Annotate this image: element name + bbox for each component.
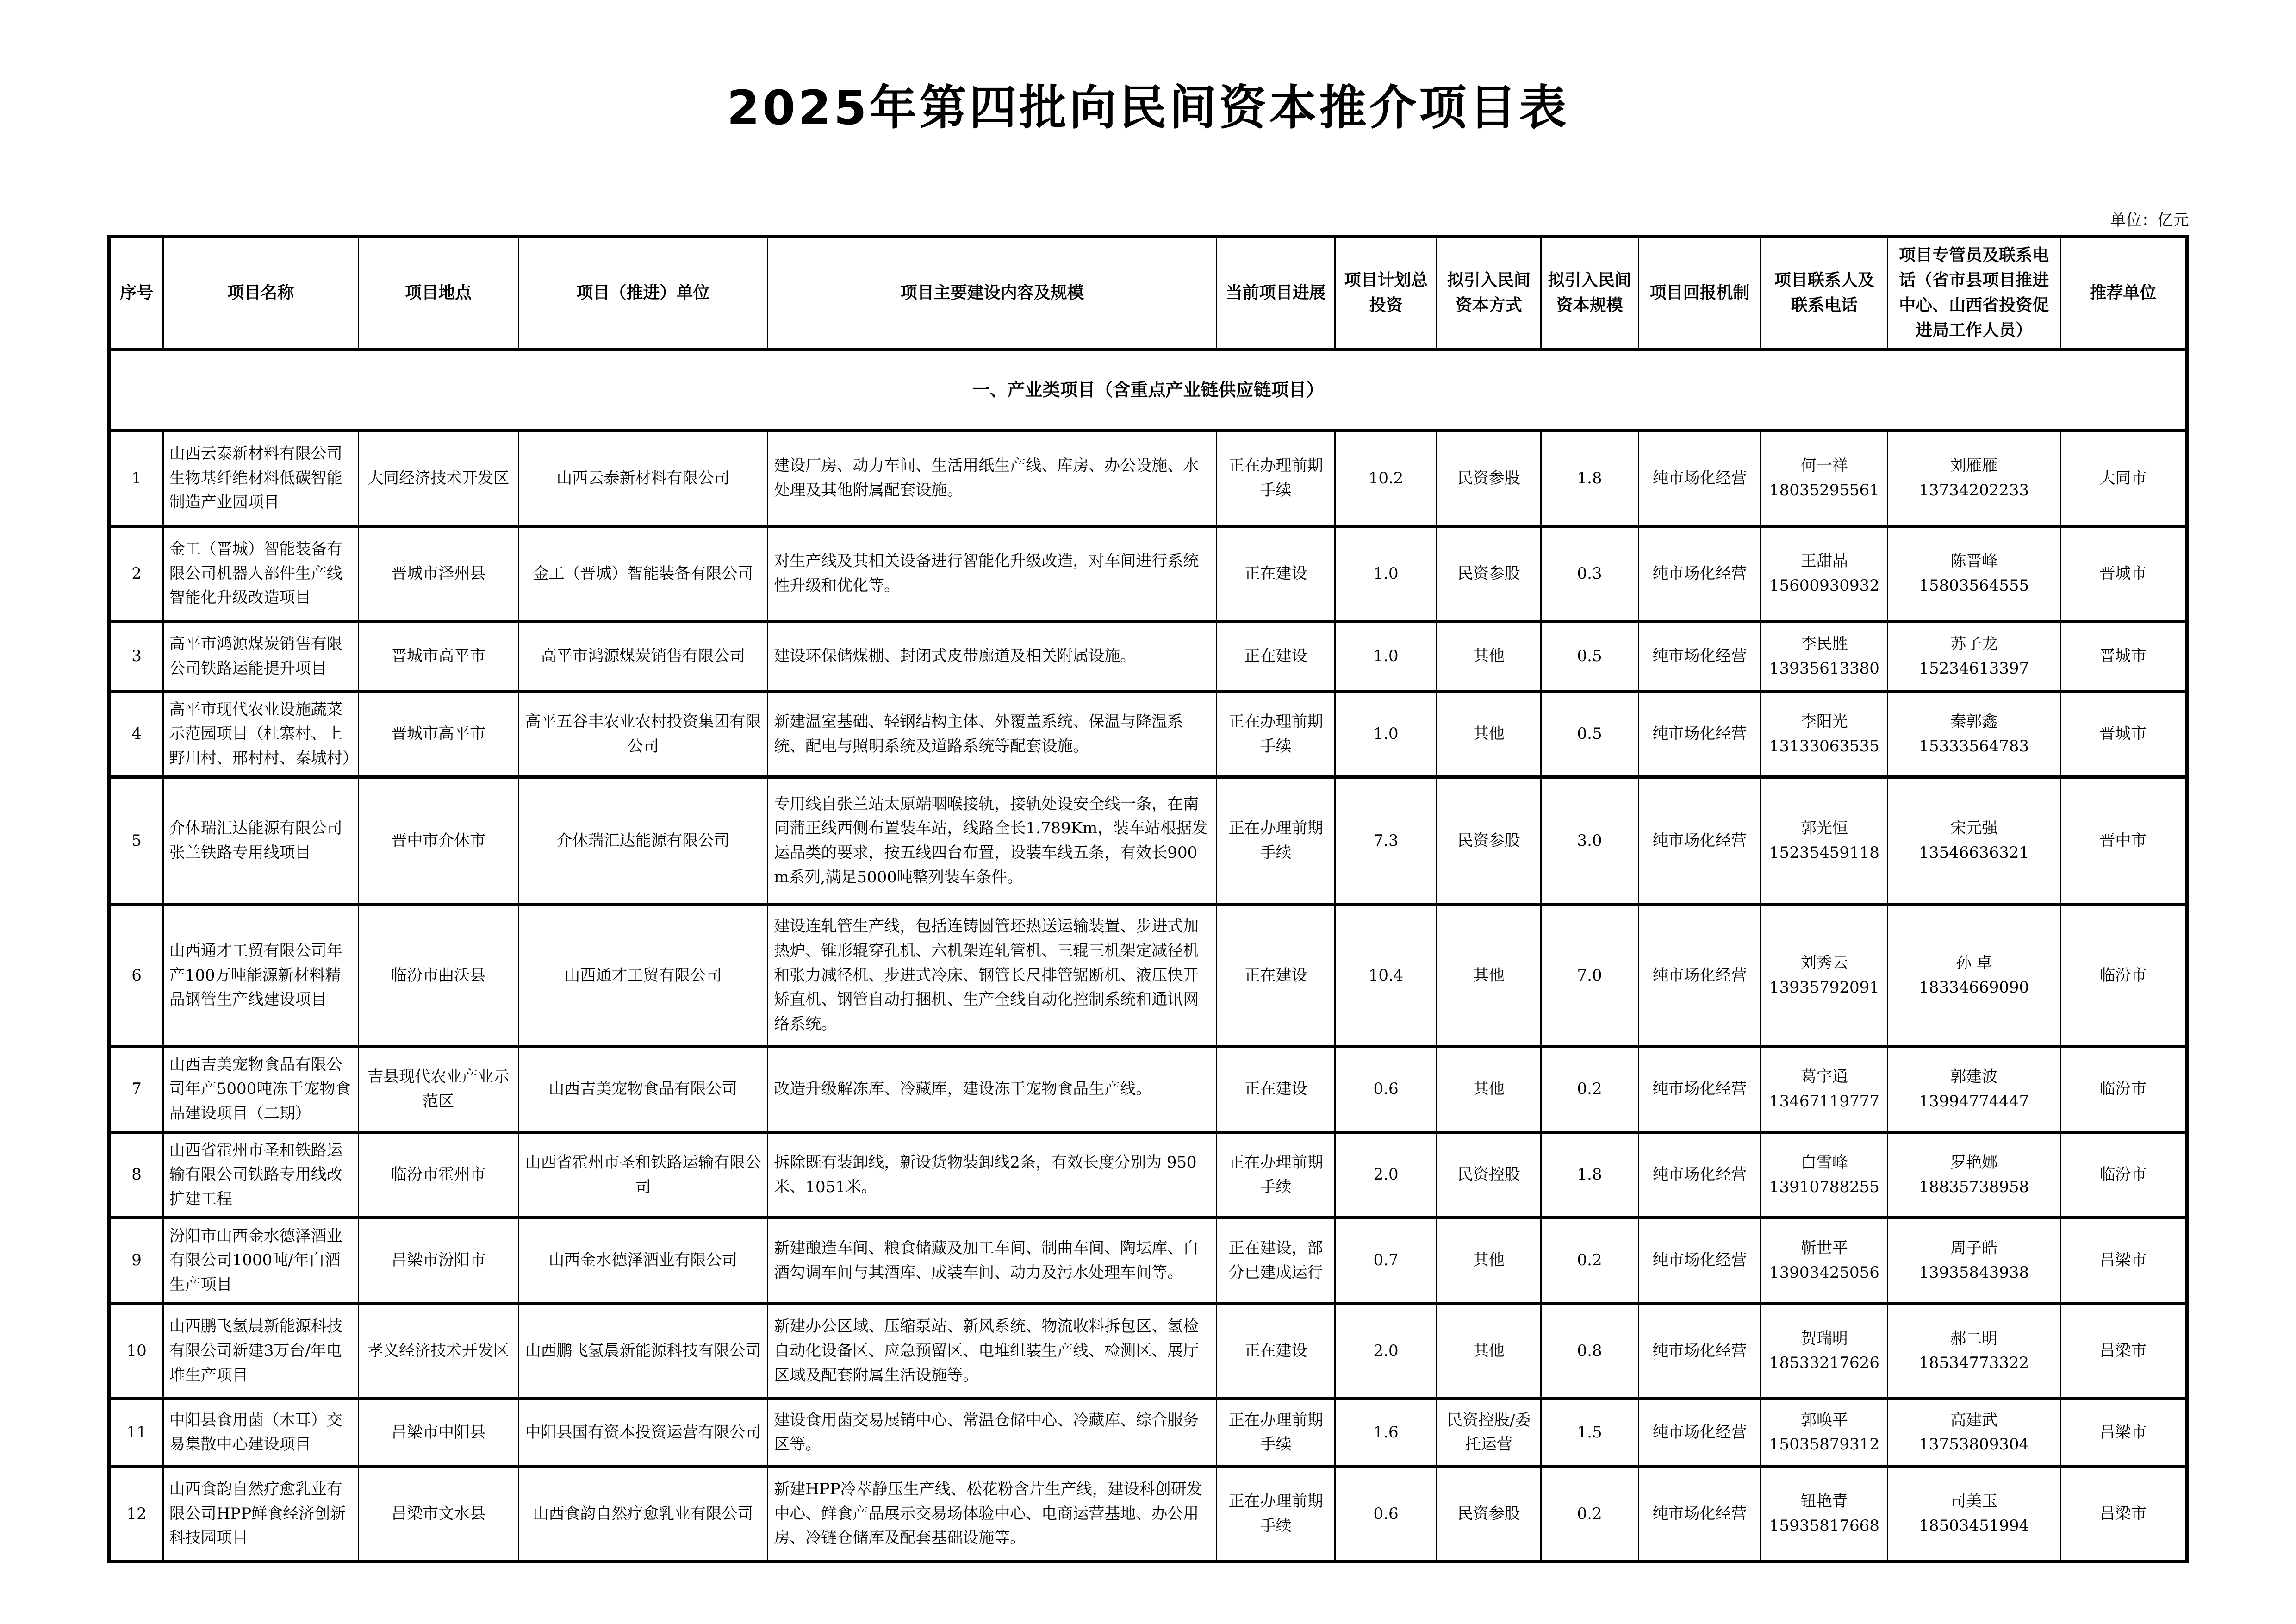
cell-no: 2 <box>109 526 163 621</box>
cell-recommender: 临汾市 <box>2060 1046 2187 1132</box>
cell-contact-name: 刘秀云 <box>1800 954 1848 973</box>
header-unit: 项目（推进）单位 <box>518 237 768 350</box>
header-manager: 项目专管员及联系电话（省市县项目推进中心、山西省投资促进局工作人员） <box>1888 237 2060 350</box>
cell-location: 临汾市霍州市 <box>358 1132 518 1218</box>
cell-capital-scale: 0.5 <box>1541 691 1638 777</box>
cell-manager-phone: 18334669090 <box>1919 978 2029 997</box>
table-row <box>109 691 2187 777</box>
cell-recommender: 临汾市 <box>2060 1132 2187 1218</box>
cell-project-name: 高平市现代农业设施蔬菜示范园项目（杜寨村、上野川村、邢村村、秦城村） <box>163 691 358 777</box>
cell-capital-scale: 0.2 <box>1541 1466 1638 1562</box>
header-capital-scale: 拟引入民间资本规模 <box>1541 237 1638 350</box>
table-row <box>109 431 2187 526</box>
cell-capital-method: 民资控股/委托运营 <box>1437 1399 1541 1466</box>
table-row <box>109 905 2187 1046</box>
cell-contact <box>1761 1303 1888 1399</box>
cell-investment: 0.6 <box>1335 1046 1437 1132</box>
cell-location: 晋中市介休市 <box>358 777 518 905</box>
cell-progress: 正在建设 <box>1217 1046 1335 1132</box>
cell-contact <box>1761 1399 1888 1466</box>
cell-contact-name: 何一祥 <box>1800 456 1848 475</box>
cell-return-mechanism: 纯市场化经营 <box>1638 1218 1761 1303</box>
cell-capital-method: 民资参股 <box>1437 431 1541 526</box>
cell-no: 11 <box>109 1399 163 1466</box>
cell-no: 1 <box>109 431 163 526</box>
cell-manager-phone: 13994774447 <box>1919 1092 2029 1111</box>
cell-contact-name: 钮艳青 <box>1800 1492 1848 1511</box>
cell-unit: 介休瑞汇达能源有限公司 <box>518 777 768 905</box>
cell-return-mechanism: 纯市场化经营 <box>1638 905 1761 1046</box>
cell-content: 新建酿造车间、粮食储藏及加工车间、制曲车间、陶坛库、白酒勾调车间与其酒库、成装车间、动力及污水处理车间等。 <box>768 1218 1217 1303</box>
cell-location: 大同经济技术开发区 <box>358 431 518 526</box>
cell-progress: 正在办理前期手续 <box>1217 1466 1335 1562</box>
cell-unit: 中阳县国有资本投资运营有限公司 <box>518 1399 768 1466</box>
cell-contact-phone: 13903425056 <box>1769 1263 1879 1282</box>
cell-content: 新建温室基础、轻钢结构主体、外覆盖系统、保温与降温系统、配电与照明系统及道路系统等配套设施。 <box>768 691 1217 777</box>
cell-capital-scale: 0.3 <box>1541 526 1638 621</box>
cell-manager <box>1888 621 2060 691</box>
cell-capital-scale: 0.8 <box>1541 1303 1638 1399</box>
header-capital-method: 拟引入民间资本方式 <box>1437 237 1541 350</box>
cell-manager-phone: 13734202233 <box>1919 481 2029 500</box>
cell-manager-name: 刘雁雁 <box>1950 456 1998 475</box>
cell-return-mechanism: 纯市场化经营 <box>1638 431 1761 526</box>
cell-manager <box>1888 905 2060 1046</box>
cell-no: 6 <box>109 905 163 1046</box>
cell-contact-name: 贺瑞明 <box>1800 1329 1848 1348</box>
cell-investment: 10.4 <box>1335 905 1437 1046</box>
cell-content: 建设食用菌交易展销中心、常温仓储中心、冷藏库、综合服务区等。 <box>768 1399 1217 1466</box>
cell-contact <box>1761 431 1888 526</box>
cell-contact-phone: 13133063535 <box>1769 737 1879 756</box>
cell-contact-name: 白雪峰 <box>1800 1153 1848 1172</box>
header-row <box>109 237 2187 350</box>
table-row <box>109 777 2187 905</box>
projects-table <box>107 235 2189 1564</box>
cell-progress: 正在建设 <box>1217 621 1335 691</box>
cell-project-name: 金工（晋城）智能装备有限公司机器人部件生产线智能化升级改造项目 <box>163 526 358 621</box>
cell-return-mechanism: 纯市场化经营 <box>1638 1303 1761 1399</box>
cell-manager <box>1888 1303 2060 1399</box>
cell-progress: 正在办理前期手续 <box>1217 691 1335 777</box>
cell-investment: 7.3 <box>1335 777 1437 905</box>
cell-manager <box>1888 1046 2060 1132</box>
cell-contact <box>1761 526 1888 621</box>
header-progress: 当前项目进展 <box>1217 237 1335 350</box>
cell-capital-scale: 0.2 <box>1541 1218 1638 1303</box>
cell-contact-phone: 15035879312 <box>1769 1435 1879 1454</box>
cell-capital-method: 其他 <box>1437 621 1541 691</box>
cell-unit: 高平市鸿源煤炭销售有限公司 <box>518 621 768 691</box>
cell-investment: 0.7 <box>1335 1218 1437 1303</box>
cell-recommender: 晋城市 <box>2060 526 2187 621</box>
cell-no: 7 <box>109 1046 163 1132</box>
cell-progress: 正在办理前期手续 <box>1217 1399 1335 1466</box>
cell-project-name: 山西通才工贸有限公司年产100万吨能源新材料精品钢管生产线建设项目 <box>163 905 358 1046</box>
header-project-name: 项目名称 <box>163 237 358 350</box>
cell-project-name: 高平市鸿源煤炭销售有限公司铁路运能提升项目 <box>163 621 358 691</box>
cell-contact-name: 郭光恒 <box>1800 819 1848 838</box>
cell-progress: 正在建设 <box>1217 905 1335 1046</box>
cell-progress: 正在办理前期手续 <box>1217 1132 1335 1218</box>
cell-return-mechanism: 纯市场化经营 <box>1638 691 1761 777</box>
cell-progress: 正在建设，部分已建成运行 <box>1217 1218 1335 1303</box>
cell-manager-name: 郭建波 <box>1950 1067 1998 1086</box>
cell-manager-phone: 15234613397 <box>1919 659 2029 678</box>
header-contact: 项目联系人及联系电话 <box>1761 237 1888 350</box>
cell-contact-phone: 18035295561 <box>1769 481 1879 500</box>
cell-location: 晋城市泽州县 <box>358 526 518 621</box>
table-row <box>109 1218 2187 1303</box>
cell-capital-method: 民资参股 <box>1437 777 1541 905</box>
cell-unit: 山西吉美宠物食品有限公司 <box>518 1046 768 1132</box>
cell-contact-phone: 13910788255 <box>1769 1177 1879 1196</box>
cell-contact <box>1761 691 1888 777</box>
cell-no: 3 <box>109 621 163 691</box>
cell-return-mechanism: 纯市场化经营 <box>1638 1399 1761 1466</box>
cell-contact <box>1761 621 1888 691</box>
cell-capital-scale: 1.5 <box>1541 1399 1638 1466</box>
cell-unit: 山西食韵自然疗愈乳业有限公司 <box>518 1466 768 1562</box>
cell-content: 新建办公区域、压缩泵站、新风系统、物流收料拆包区、氢检自动化设备区、应急预留区、电堆组装生产线、检测区、展厅区域及配套附属生活设施等。 <box>768 1303 1217 1399</box>
cell-location: 吕梁市文水县 <box>358 1466 518 1562</box>
cell-contact <box>1761 777 1888 905</box>
cell-contact-phone: 13935792091 <box>1769 978 1879 997</box>
cell-recommender: 晋中市 <box>2060 777 2187 905</box>
cell-location: 孝义经济技术开发区 <box>358 1303 518 1399</box>
table-row <box>109 526 2187 621</box>
cell-recommender: 晋城市 <box>2060 691 2187 777</box>
cell-capital-method: 其他 <box>1437 691 1541 777</box>
cell-capital-scale: 3.0 <box>1541 777 1638 905</box>
cell-capital-method: 民资参股 <box>1437 1466 1541 1562</box>
cell-recommender: 吕梁市 <box>2060 1399 2187 1466</box>
cell-manager-name: 孙 卓 <box>1955 954 1992 973</box>
cell-return-mechanism: 纯市场化经营 <box>1638 777 1761 905</box>
cell-manager-phone: 13753809304 <box>1919 1435 2029 1454</box>
cell-location: 晋城市高平市 <box>358 621 518 691</box>
cell-no: 4 <box>109 691 163 777</box>
cell-contact <box>1761 1218 1888 1303</box>
cell-investment: 1.0 <box>1335 526 1437 621</box>
cell-investment: 0.6 <box>1335 1466 1437 1562</box>
cell-capital-method: 民资参股 <box>1437 526 1541 621</box>
cell-no: 8 <box>109 1132 163 1218</box>
cell-capital-method: 其他 <box>1437 905 1541 1046</box>
cell-content: 建设环保储煤棚、封闭式皮带廊道及相关附属设施。 <box>768 621 1217 691</box>
cell-return-mechanism: 纯市场化经营 <box>1638 1046 1761 1132</box>
cell-contact-name: 葛宇通 <box>1800 1067 1848 1086</box>
cell-manager <box>1888 431 2060 526</box>
header-content: 项目主要建设内容及规模 <box>768 237 1217 350</box>
cell-location: 吕梁市中阳县 <box>358 1399 518 1466</box>
cell-content: 拆除既有装卸线，新设货物装卸线2条，有效长度分别为 950米、1051米。 <box>768 1132 1217 1218</box>
cell-no: 10 <box>109 1303 163 1399</box>
cell-manager-name: 苏子龙 <box>1950 634 1998 653</box>
cell-unit: 高平五谷丰农业农村投资集团有限公司 <box>518 691 768 777</box>
cell-manager-phone: 18835738958 <box>1919 1177 2029 1196</box>
cell-location: 晋城市高平市 <box>358 691 518 777</box>
cell-manager <box>1888 1399 2060 1466</box>
cell-content: 建设连轧管生产线，包括连铸圆管坯热送运输装置、步进式加热炉、锥形辊穿孔机、六机架连轧管机、三辊三机架定减径机和张力减径机、步进式冷床、钢管长尺排管锯断机、液压快开矫直机、钢管自动打捆机、生产全线自动化控制系统和通讯网络系统。 <box>768 905 1217 1046</box>
cell-recommender: 吕梁市 <box>2060 1218 2187 1303</box>
cell-recommender: 大同市 <box>2060 431 2187 526</box>
table-row <box>109 1399 2187 1466</box>
cell-contact-name: 李民胜 <box>1800 634 1848 653</box>
cell-unit: 山西云泰新材料有限公司 <box>518 431 768 526</box>
cell-location: 临汾市曲沃县 <box>358 905 518 1046</box>
cell-unit: 山西省霍州市圣和铁路运输有限公司 <box>518 1132 768 1218</box>
cell-return-mechanism: 纯市场化经营 <box>1638 1466 1761 1562</box>
cell-investment: 2.0 <box>1335 1303 1437 1399</box>
table-row <box>109 1046 2187 1132</box>
cell-manager-name: 周子皓 <box>1950 1239 1998 1258</box>
cell-manager-name: 宋元强 <box>1950 819 1998 838</box>
section-title: 一、产业类项目（含重点产业链供应链项目） <box>109 349 2187 431</box>
cell-no: 12 <box>109 1466 163 1562</box>
table-row <box>109 1303 2187 1399</box>
cell-capital-method: 其他 <box>1437 1303 1541 1399</box>
cell-project-name: 山西鹏飞氢晨新能源科技有限公司新建3万台/年电堆生产项目 <box>163 1303 358 1399</box>
cell-progress: 正在办理前期手续 <box>1217 777 1335 905</box>
cell-return-mechanism: 纯市场化经营 <box>1638 621 1761 691</box>
cell-project-name: 山西吉美宠物食品有限公司年产5000吨冻干宠物食品建设项目（二期） <box>163 1046 358 1132</box>
cell-investment: 1.0 <box>1335 691 1437 777</box>
cell-manager-name: 陈晋峰 <box>1950 552 1998 571</box>
cell-contact <box>1761 1466 1888 1562</box>
cell-content: 改造升级解冻库、冷藏库，建设冻干宠物食品生产线。 <box>768 1046 1217 1132</box>
cell-project-name: 山西省霍州市圣和铁路运输有限公司铁路专用线改扩建工程 <box>163 1132 358 1218</box>
cell-return-mechanism: 纯市场化经营 <box>1638 526 1761 621</box>
cell-manager-name: 司美玉 <box>1950 1492 1998 1511</box>
cell-contact <box>1761 1046 1888 1132</box>
cell-contact-name: 靳世平 <box>1800 1239 1848 1258</box>
cell-investment: 1.6 <box>1335 1399 1437 1466</box>
cell-recommender: 吕梁市 <box>2060 1303 2187 1399</box>
cell-contact-phone: 15600930932 <box>1769 576 1879 595</box>
cell-contact-phone: 13467119777 <box>1769 1092 1879 1111</box>
cell-manager <box>1888 526 2060 621</box>
cell-manager-name: 秦郭鑫 <box>1950 712 1998 731</box>
cell-manager-name: 高建武 <box>1950 1411 1998 1430</box>
section-row <box>109 349 2187 431</box>
cell-contact-name: 郭唤平 <box>1800 1411 1848 1430</box>
cell-manager <box>1888 777 2060 905</box>
cell-contact-phone: 13935613380 <box>1769 659 1879 678</box>
table-row <box>109 621 2187 691</box>
cell-manager <box>1888 1218 2060 1303</box>
cell-capital-method: 其他 <box>1437 1218 1541 1303</box>
cell-capital-scale: 1.8 <box>1541 1132 1638 1218</box>
header-investment: 项目计划总投资 <box>1335 237 1437 350</box>
cell-unit: 山西通才工贸有限公司 <box>518 905 768 1046</box>
cell-progress: 正在办理前期手续 <box>1217 431 1335 526</box>
cell-project-name: 介休瑞汇达能源有限公司张兰铁路专用线项目 <box>163 777 358 905</box>
cell-recommender: 临汾市 <box>2060 905 2187 1046</box>
cell-contact-phone: 15935817668 <box>1769 1517 1879 1535</box>
cell-manager <box>1888 1132 2060 1218</box>
cell-content: 对生产线及其相关设备进行智能化升级改造，对车间进行系统性升级和优化等。 <box>768 526 1217 621</box>
cell-unit: 山西金水德泽酒业有限公司 <box>518 1218 768 1303</box>
table-body <box>109 431 2187 1562</box>
table-row <box>109 1466 2187 1562</box>
cell-manager-phone: 15333564783 <box>1919 737 2029 756</box>
cell-capital-scale: 1.8 <box>1541 431 1638 526</box>
cell-content: 建设厂房、动力车间、生活用纸生产线、库房、办公设施、水处理及其他附属配套设施。 <box>768 431 1217 526</box>
unit-note: 单位：亿元 <box>2110 211 2189 230</box>
cell-manager-phone: 15803564555 <box>1919 576 2029 595</box>
cell-investment: 10.2 <box>1335 431 1437 526</box>
cell-return-mechanism: 纯市场化经营 <box>1638 1132 1761 1218</box>
header-location: 项目地点 <box>358 237 518 350</box>
header-recommender: 推荐单位 <box>2060 237 2187 350</box>
cell-contact-name: 李阳光 <box>1800 712 1848 731</box>
cell-recommender: 吕梁市 <box>2060 1466 2187 1562</box>
cell-manager-phone: 13546636321 <box>1919 843 2029 862</box>
cell-manager-phone: 13935843938 <box>1919 1263 2029 1282</box>
cell-manager-phone: 18534773322 <box>1919 1354 2029 1373</box>
cell-unit: 金工（晋城）智能装备有限公司 <box>518 526 768 621</box>
cell-location: 吕梁市汾阳市 <box>358 1218 518 1303</box>
cell-investment: 1.0 <box>1335 621 1437 691</box>
cell-project-name: 中阳县食用菌（木耳）交易集散中心建设项目 <box>163 1399 358 1466</box>
cell-capital-scale: 0.5 <box>1541 621 1638 691</box>
cell-project-name: 山西食韵自然疗愈乳业有限公司HPP鲜食经济创新科技园项目 <box>163 1466 358 1562</box>
cell-manager-name: 郝二明 <box>1950 1329 1998 1348</box>
cell-manager-name: 罗艳娜 <box>1950 1153 1998 1172</box>
cell-no: 9 <box>109 1218 163 1303</box>
cell-content: 专用线自张兰站太原端咽喉接轨，接轨处设安全线一条，在南同蒲正线西侧布置装车站，线路全长1.789Km，装车站根据发运品类的要求，按五线四台布置，设装车线五条，有效长900m系列,满足5000吨整列装车条件。 <box>768 777 1217 905</box>
cell-unit: 山西鹏飞氢晨新能源科技有限公司 <box>518 1303 768 1399</box>
cell-recommender: 晋城市 <box>2060 621 2187 691</box>
page-title: 2025年第四批向民间资本推介项目表 <box>727 81 1569 136</box>
cell-contact-name: 王甜晶 <box>1800 552 1848 571</box>
cell-project-name: 山西云泰新材料有限公司生物基纤维材料低碳智能制造产业园项目 <box>163 431 358 526</box>
cell-capital-scale: 7.0 <box>1541 905 1638 1046</box>
cell-project-name: 汾阳市山西金水德泽酒业有限公司1000吨/年白酒生产项目 <box>163 1218 358 1303</box>
cell-capital-method: 民资控股 <box>1437 1132 1541 1218</box>
cell-location: 吉县现代农业产业示范区 <box>358 1046 518 1132</box>
cell-contact-phone: 18533217626 <box>1769 1354 1879 1373</box>
table-row <box>109 1132 2187 1218</box>
cell-investment: 2.0 <box>1335 1132 1437 1218</box>
cell-manager <box>1888 1466 2060 1562</box>
cell-manager-phone: 18503451994 <box>1919 1517 2029 1535</box>
cell-manager <box>1888 691 2060 777</box>
cell-capital-scale: 0.2 <box>1541 1046 1638 1132</box>
cell-contact <box>1761 1132 1888 1218</box>
cell-contact-phone: 15235459118 <box>1769 843 1879 862</box>
cell-contact <box>1761 905 1888 1046</box>
cell-content: 新建HPP冷萃静压生产线、松花粉含片生产线，建设科创研发中心、鲜食产品展示交易场体验中心、电商运营基地、办公用房、冷链仓储库及配套基础设施等。 <box>768 1466 1217 1562</box>
cell-progress: 正在建设 <box>1217 526 1335 621</box>
cell-progress: 正在建设 <box>1217 1303 1335 1399</box>
cell-capital-method: 其他 <box>1437 1046 1541 1132</box>
table-header <box>109 237 2187 350</box>
header-no: 序号 <box>109 237 163 350</box>
cell-no: 5 <box>109 777 163 905</box>
header-return-mechanism: 项目回报机制 <box>1638 237 1761 350</box>
